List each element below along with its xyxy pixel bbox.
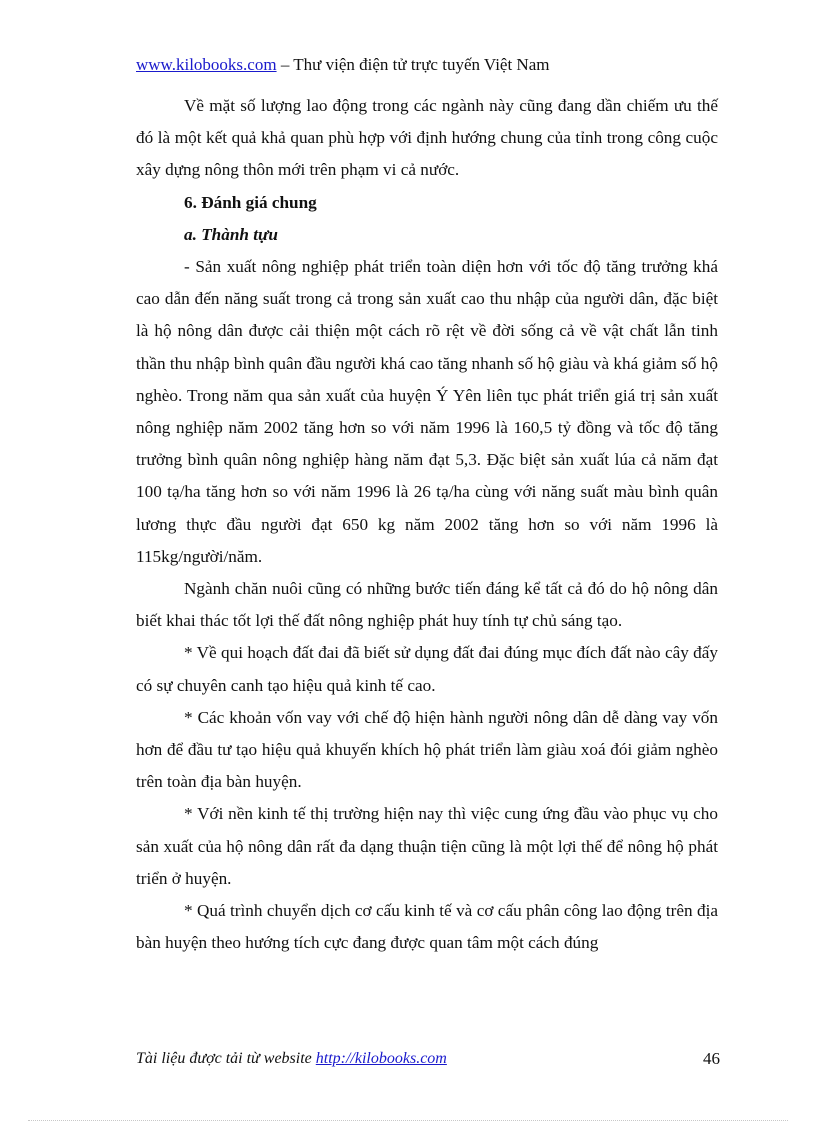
footer-prefix: Tài liệu được tải từ website bbox=[136, 1050, 316, 1067]
document-body bbox=[136, 90, 718, 959]
page-bottom-divider bbox=[28, 1120, 788, 1121]
paragraph-labor-share: Về mặt số lượng lao động trong các ngành này cũng đang dần chiếm ưu thế đó là một kết quả khả quan phù hợp với định hướng chung của tỉnh trong công cuộc xây dựng nông thôn mới trên phạm vi cả nước. bbox=[136, 96, 718, 180]
paragraph-market-inputs: * Với nền kinh tế thị trường hiện nay thì việc cung ứng đầu vào phục vụ cho sản xuất của hộ nông dân rất đa dạng thuận tiện cũng là một lợi thế để nông hộ phát triển ở huyện. bbox=[136, 804, 718, 888]
paragraph-land-planning: * Về qui hoạch đất đai đã biết sử dụng đất đai đúng mục đích đất nào cây đấy có sự chuyên canh tạo hiệu quả kinh tế cao. bbox=[136, 643, 718, 695]
paragraph-agriculture-growth: - Sản xuất nông nghiệp phát triển toàn diện hơn với tốc độ tăng trưởng khá cao dẫn đến năng suất trong cả trong sản xuất cao thu nhập của người dân, đặc biệt là hộ nông dân được cải thiện một cách rõ rệt về đời sống cả về vật chất lẫn tinh thần thu nhập bình quân đầu người khá cao tăng nhanh số hộ giàu và khá giảm số hộ nghèo. Trong năm qua sản xuất của huyện Ý Yên liên tục phát triển giá trị sản xuất nông nghiệp năm 2002 tăng hơn so với năm 1996 là 160,5 tỷ đồng và tốc độ tăng trưởng bình quân nông nghiệp hàng năm đạt 5,3. Đặc biệt sản xuất lúa cả năm đạt 100 tạ/ha tăng hơn so với năm 1996 là 26 tạ/ha cùng với năng suất màu bình quân lương thực đầu người đạt 650 kg năm 2002 tăng hơn so với năm 1996 là 115kg/người/năm. bbox=[136, 257, 718, 566]
header-site-link[interactable]: www.kilobooks.com bbox=[136, 55, 277, 74]
subsection-heading-achievements: a. Thành tựu bbox=[184, 224, 278, 244]
page-header bbox=[136, 53, 736, 77]
paragraph-livestock: Ngành chăn nuôi cũng có những bước tiến đáng kể tất cả đó do hộ nông dân biết khai thác tốt lợi thế đất nông nghiệp phát huy tính tự chủ sáng tạo. bbox=[136, 579, 718, 631]
footer-source bbox=[136, 1047, 447, 1071]
page-number: 46 bbox=[703, 1049, 720, 1068]
paragraph-loans: * Các khoản vốn vay với chế độ hiện hành người nông dân dễ dàng vay vốn hơn để đầu tư tạo hiệu quả khuyến khích hộ phát triển làm giàu xoá đói giảm nghèo trên toàn địa bàn huyện. bbox=[136, 707, 718, 792]
section-heading-general-assessment: 6. Đánh giá chung bbox=[184, 192, 317, 212]
header-tagline: – Thư viện điện tử trực tuyến Việt Nam bbox=[276, 55, 550, 74]
footer-link[interactable]: http://kilobooks.com bbox=[315, 1050, 447, 1067]
page-footer bbox=[136, 1047, 720, 1073]
paragraph-economic-restructuring: * Quá trình chuyển dịch cơ cấu kinh tế và cơ cấu phân công lao động trên địa bàn huyện theo hướng tích cực đang được quan tâm một cách đúng bbox=[136, 901, 718, 953]
